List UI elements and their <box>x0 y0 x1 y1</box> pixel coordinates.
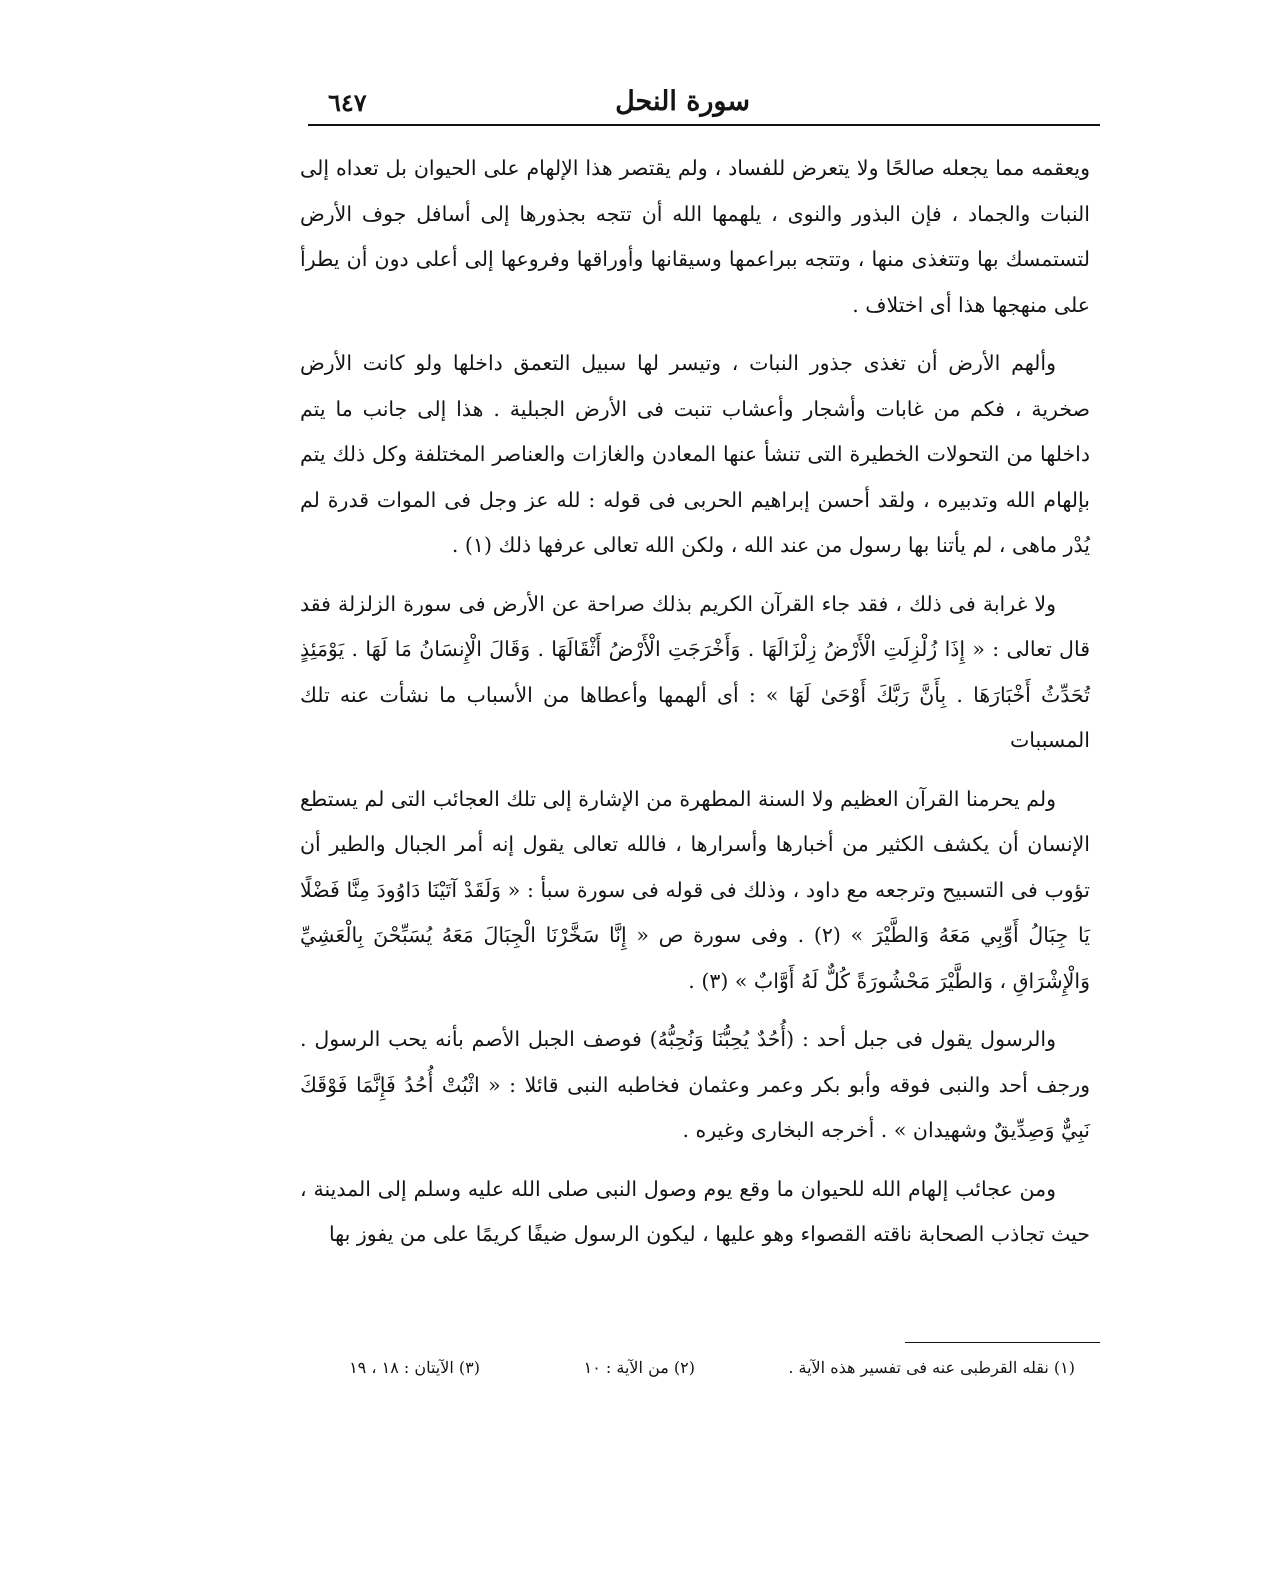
paragraph: ومن عجائب إلهام الله للحيوان ما وقع يوم وصول النبى صلى الله عليه وسلم إلى المدينة ، حيث تجاذب الصحابة ناقته القصواء وهو عليها ، ليكون الرسول ضيفًا كريمًا على من يفوز بها <box>300 1176 1090 1246</box>
paragraph: وألهم الأرض أن تغذى جذور النبات ، وتيسر لها سبيل التعمق داخلها ولو كانت الأرض صخرية ، فكم من غابات وأشجار وأعشاب تنبت فى الأرض الجبلية . هذا إلى جانب ما يتم داخلها من التحولات الخطيرة التى تنشأ عنها المعادن والغازات والعناصر المختلفة وكل ذلك يتم بإلهام الله وتدبيره ، ولقد أحسن إبراهيم الحربى فى قوله : لله عز وجل فى الموات قدرة لم يُدْر ماهى ، لم يأتنا بها رسول من عند الله ، ولكن الله تعالى عرفها ذلك (١) . <box>300 351 1090 557</box>
footnotes <box>300 1358 1090 1388</box>
paragraph: ولم يحرمنا القرآن العظيم ولا السنة المطهرة من الإشارة إلى تلك العجائب التى لم يستطع الإنسان أن يكشف الكثير من أخبارها وأسرارها ، فالله تعالى يقول إنه أمر الجبال والطير أن تؤوب فى التسبيح وترجعه مع داود ، وذلك فى قوله فى سورة سبأ : « وَلَقَدْ آتَيْنَا دَاوُودَ مِنَّا فَضْلًا يَا جِبَالُ أَوِّبِي مَعَهُ وَالطَّيْرَ » (٢) . وفى سورة ص « إِنَّا سَخَّرْنَا الْجِبَالَ مَعَهُ يُسَبِّحْنَ بِالْعَشِيِّ وَالْإِشْرَاقِ ، وَالطَّيْرَ مَحْشُورَةً كُلٌّ لَهُ أَوَّابٌ » (٣) . <box>300 786 1090 993</box>
footnote-1: (١) نقله القرطبى عنه فى تفسير هذه الآية . <box>788 1358 1075 1377</box>
paragraph: والرسول يقول فى جبل أحد : (أُحُدٌ يُحِبُّنَا وَنُحِبُّهُ) فوصف الجبل الأصم بأنه يحب الرسول . ورجف أحد والنبى فوقه وأبو بكر وعمر وعثمان فخاطبه النبى قائلا : « اثْبُتْ أُحُدُ فَإِنَّمَا فَوْقَكَ نَبِيٌّ وَصِدِّيقٌ وشهيدان » . أخرجه البخارى وغيره . <box>300 1027 1090 1142</box>
page-number: ٦٤٧ <box>328 88 367 117</box>
surah-title: سورة النحل <box>615 86 750 117</box>
body-text <box>300 146 1090 1258</box>
header-divider <box>308 124 1100 126</box>
footnote-divider <box>905 1342 1100 1343</box>
footnote-3: (٣) الآيتان : ١٨ ، ١٩ <box>349 1358 480 1377</box>
paragraph: ويعقمه مما يجعله صالحًا ولا يتعرض للفساد ، ولم يقتصر هذا الإلهام على الحيوان بل تعداه إلى النبات والجماد ، فإن البذور والنوى ، يلهمها الله أن تتجه بجذورها إلى أسافل جوف الأرض لتستمسك بها وتتغذى منها ، وتتجه ببراعمها وسيقانها وأوراقها وفروعها إلى أعلى دون أن يطرأ على منهجها هذا أى اختلاف . <box>300 156 1090 317</box>
footnote-2: (٢) من الآية : ١٠ <box>583 1358 695 1377</box>
page-header <box>310 86 1100 122</box>
paragraph: ولا غرابة فى ذلك ، فقد جاء القرآن الكريم بذلك صراحة عن الأرض فى سورة الزلزلة فقد قال تعالى : « إِذَا زُلْزِلَتِ الْأَرْضُ زِلْزَالَهَا . وَأَخْرَجَتِ الْأَرْضُ أَثْقَالَهَا . وَقَالَ الْإِنسَانُ مَا لَهَا . يَوْمَئِذٍ تُحَدِّثُ أَخْبَارَهَا . بِأَنَّ رَبَّكَ أَوْحَىٰ لَهَا » : أى ألهمها وأعطاها من الأسباب ما نشأت عنه تلك المسببات <box>300 591 1090 752</box>
